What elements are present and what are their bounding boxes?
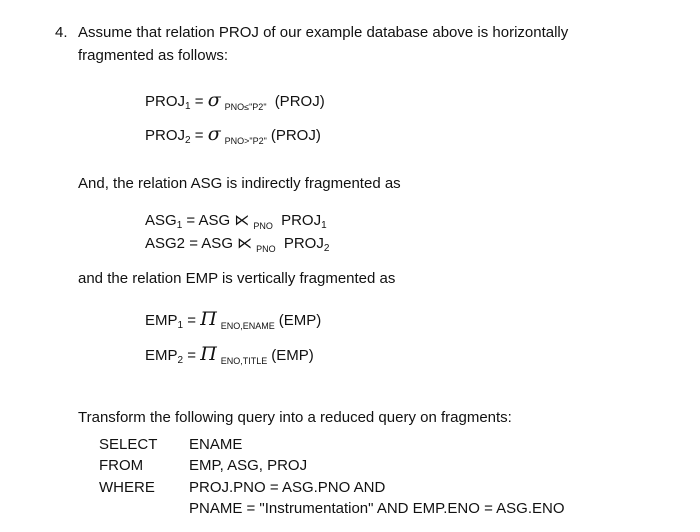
- task-text: Transform the following query into a reduced query on fragments:: [78, 409, 512, 426]
- intro-line-2: fragmented as follows:: [78, 47, 229, 64]
- emp2-formula: $EMP_2 = \Pi$ $_{ENO,TITLE}$ (EMP): [145, 343, 314, 366]
- emp-intro: and the relation EMP is vertically fragmented as: [78, 270, 396, 287]
- proj1-formula: $PROJ_1 = \sigma$ $_{PNO\le"P2"}$ (PROJ): [145, 89, 325, 112]
- asg-intro: And, the relation ASG is indirectly fragmented as: [78, 175, 401, 192]
- emp1-formula: $EMP_1 = \Pi$ $_{ENO,ENAME}$ (EMP): [145, 308, 322, 331]
- proj2-formula: $PROJ_2 = \sigma$ $_{PNO>"P2"}$ (PROJ): [145, 123, 321, 146]
- asg2-formula: ASG2 = ASG ⋉ $_{PNO}$ $PROJ_2$: [145, 235, 330, 254]
- intro-line-1: Assume that relation PROJ of our example database above is horizontally: [78, 24, 569, 41]
- question-number: 4.: [55, 24, 68, 41]
- document-page: 4. Assume that relation PROJ of our example database above is horizontally fragmented as follows: $PROJ_1 = \sigma$ $_{PNO\le"P2"}$ (PROJ) $PROJ_2 = \sigma$ $_{PNO>"P2"}$ (PROJ) And, the relation ASG is indirectly fragmented as $ASG_1$ = ASG ⋉ $_{PNO}$ $PROJ_1$ ASG2 = ASG ⋉ $_{PNO}$ $PROJ_2$ and the relation EMP is vertically fragmented as $EMP_1 = \Pi$ $_{ENO,ENAME}$ (EMP) $EMP_2 = \Pi$ $_{ENO,TITLE}$ (EMP) Transform the following query into a reduced query on fragments: SELECT ENAME FROM EMP, ASG, PROJ WHERE PROJ.PNO = ASG.PNO AND PNAME = "Instrumentation" AND EMP.ENO = ASG.ENO: [0, 0, 700, 532]
- asg1-formula: $ASG_1$ = ASG ⋉ $_{PNO}$ $PROJ_1$: [145, 212, 327, 231]
